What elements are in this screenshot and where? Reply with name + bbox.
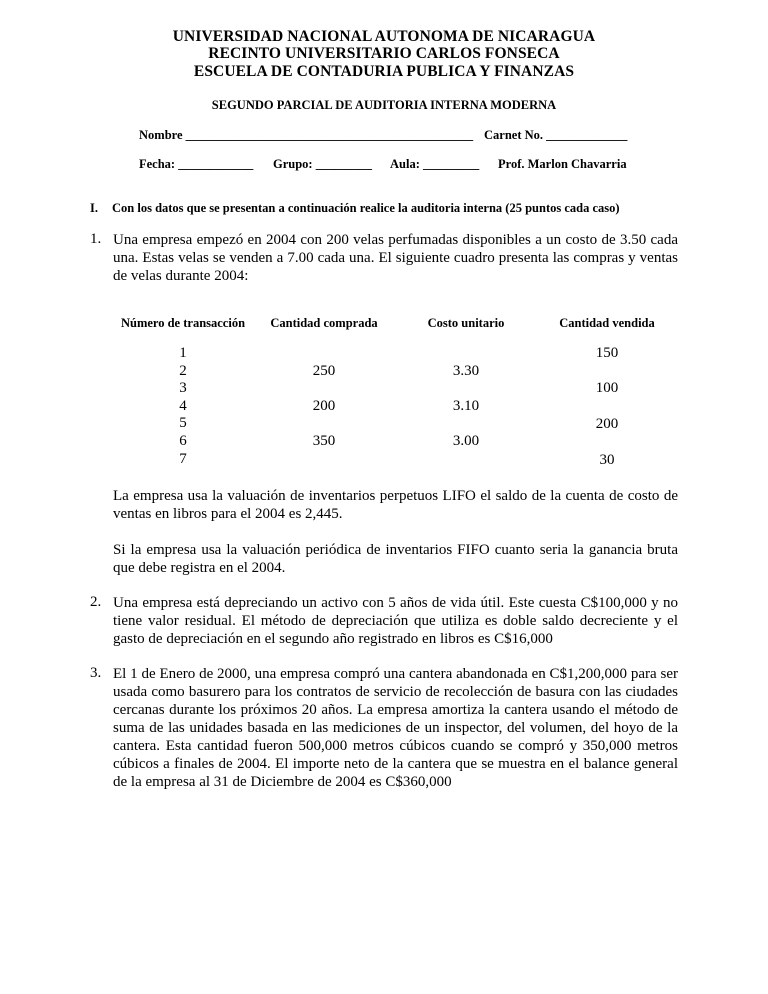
fecha-field: Fecha: ____________: [139, 157, 254, 171]
table-cell: 7: [179, 451, 187, 467]
school-name: ESCUELA DE CONTADURIA PUBLICA Y FINANZAS: [193, 63, 575, 80]
table-cell: 6: [179, 433, 187, 449]
aula-field: Aula: _________: [390, 157, 480, 171]
section-instruction: Con los datos que se presentan a continuación realice la auditoria interna (25 puntos cada caso): [112, 201, 620, 215]
question-3-number: 3.: [90, 665, 102, 681]
table-cell: 1: [179, 345, 187, 361]
table-cell: 2: [179, 363, 187, 379]
table-header: Cantidad vendida: [559, 316, 655, 330]
professor-name: Prof. Marlon Chavarria: [498, 157, 627, 171]
table-cell: 30: [599, 452, 615, 468]
table-header: Costo unitario: [427, 316, 505, 330]
table-cell: 200: [312, 398, 336, 414]
question-1-text: Una empresa empezó en 2004 con 200 velas perfumadas disponibles a un costo de 3.50 cada una. Estas velas se venden a 7.00 cada una. El siguiente cuadro presenta las compras y ventas de velas durante 2004:: [113, 232, 678, 284]
table-cell: 250: [312, 363, 336, 379]
section-number: I.: [90, 201, 98, 215]
table-cell: 100: [595, 380, 619, 396]
question-3-text: El 1 de Enero de 2000, una empresa compró una cantera abandonada en C$1,200,000 para ser usada como basurero para los contratos de servicio de recolección de basura con las ciudades cercanas durante los próximos 20 años. La empresa amortiza la cantera usando el método de suma de las unidades basada en las mediciones de un inspector, del volumen, del hoyo de la cantera. Esta cantidad fueron 500,000 metros cúbicos cuando se compró y 350,000 metros cúbicos a finales de 2004. El importe neto de la cantera que se muestra en el balance general de la empresa al 31 de Diciembre de 2004 es C$360,000: [113, 666, 678, 790]
table-cell: 150: [595, 345, 619, 361]
question-1-lifo-paragraph: La empresa usa la valuación de inventarios perpetuos LIFO el saldo de la cuenta de costo de ventas en libros para el 2004 es 2,445.: [113, 488, 678, 522]
question-1-number: 1.: [90, 231, 102, 247]
campus-name: RECINTO UNIVERSITARIO CARLOS FONSECA: [208, 45, 560, 62]
university-name: UNIVERSIDAD NACIONAL AUTONOMA DE NICARAGUA: [172, 28, 596, 45]
exam-title: SEGUNDO PARCIAL DE AUDITORIA INTERNA MODERNA: [211, 98, 557, 112]
carnet-field: Carnet No. _____________: [484, 128, 628, 142]
table-header: Cantidad comprada: [270, 316, 378, 330]
table-cell: 350: [312, 433, 336, 449]
question-2-number: 2.: [90, 594, 102, 610]
table-cell: 3.00: [452, 433, 480, 449]
table-cell: 4: [179, 398, 187, 414]
table-cell: 200: [595, 416, 619, 432]
table-cell: 3.10: [452, 398, 480, 414]
question-2-text: Una empresa está depreciando un activo con 5 años de vida útil. Este cuesta C$100,000 y no tiene valor residual. El método de depreciación que utiliza es doble saldo decreciente y el gasto de depreciación en el segundo año registrado en libros es C$16,000: [113, 595, 678, 647]
grupo-field: Grupo: _________: [273, 157, 372, 171]
table-header: Número de transacción: [120, 316, 246, 330]
question-1-fifo-paragraph: Si la empresa usa la valuación periódica de inventarios FIFO cuanto seria la ganancia bruta que debe registra en el 2004.: [113, 542, 678, 576]
nombre-field: Nombre ______________________________________________: [139, 128, 474, 142]
table-cell: 3: [179, 380, 187, 396]
table-cell: 3.30: [452, 363, 480, 379]
table-cell: 5: [179, 415, 187, 431]
